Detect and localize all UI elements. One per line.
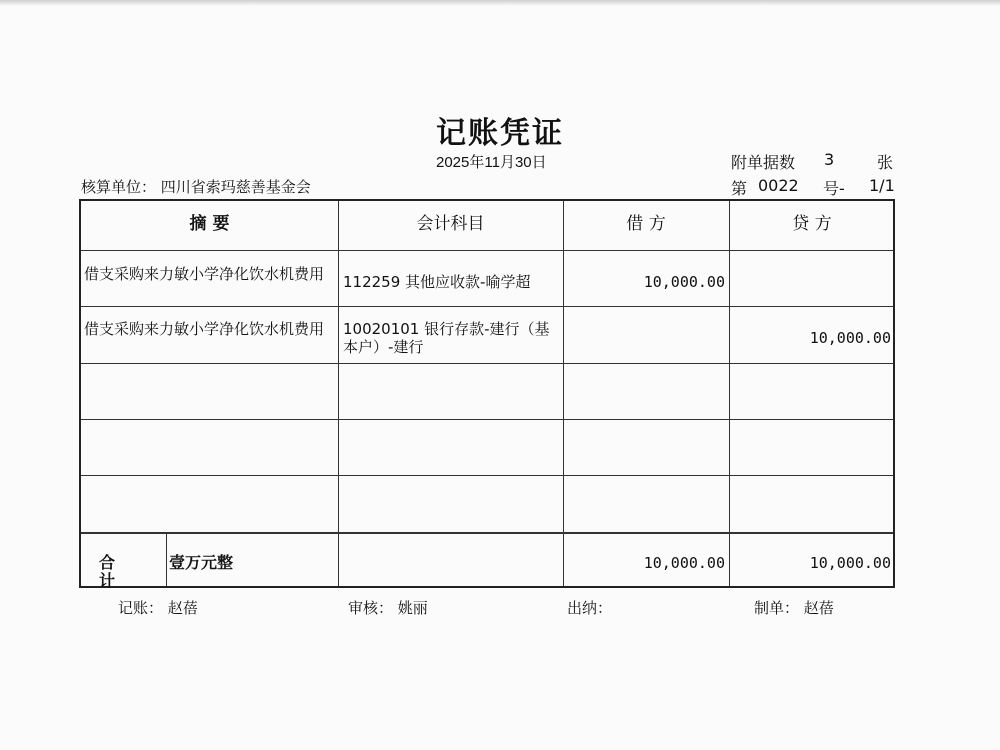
header-account: 会计科目 bbox=[416, 214, 485, 234]
row-account: 112259 其他应收款-喻学超 bbox=[343, 273, 531, 291]
header-credit: 贷 方 bbox=[792, 214, 832, 234]
preparer: 制单： 赵蓓 bbox=[754, 599, 834, 617]
header-debit: 借 方 bbox=[626, 214, 666, 234]
row-divider bbox=[81, 363, 893, 364]
row-account: 10020101 银行存款-建行（基本户）-建行 bbox=[343, 320, 550, 356]
row-summary: 借支采购来力敏小学净化饮水机费用 bbox=[84, 320, 325, 338]
row-divider bbox=[81, 475, 893, 476]
attachment-number: 3 bbox=[824, 150, 835, 169]
row-summary: 借支采购来力敏小学净化饮水机费用 bbox=[84, 265, 325, 283]
scan-edge bbox=[0, 0, 1000, 6]
total-debit: 10,000.00 bbox=[643, 554, 725, 572]
row-divider bbox=[81, 306, 893, 307]
bookkeeper: 记账： 赵蓓 bbox=[118, 599, 198, 617]
header-summary: 摘 要 bbox=[189, 214, 230, 234]
row-credit: 10,000.00 bbox=[809, 329, 891, 347]
column-divider bbox=[563, 201, 564, 586]
voucher-number-value: 0022 bbox=[758, 176, 799, 195]
total-label: 合 计 bbox=[99, 553, 130, 590]
attachment-count bbox=[731, 150, 894, 173]
row-debit: 10,000.00 bbox=[643, 273, 725, 291]
row-divider bbox=[81, 532, 893, 534]
column-divider bbox=[338, 201, 339, 586]
cashier: 出纳： bbox=[567, 599, 613, 617]
voucher-date: 2025年11月30日 bbox=[436, 154, 547, 171]
voucher-page: 1/1 bbox=[869, 176, 895, 195]
voucher-table bbox=[79, 199, 895, 588]
accounting-unit: 核算单位： 四川省索玛慈善基金会 bbox=[81, 178, 311, 196]
voucher-title: 记账凭证 bbox=[436, 116, 564, 151]
voucher-prefix: 第 bbox=[731, 179, 748, 198]
attachment-label: 附单据数 bbox=[731, 153, 796, 172]
voucher-suffix: 号- bbox=[823, 179, 845, 198]
reviewer: 审核： 姚丽 bbox=[348, 599, 428, 617]
row-divider bbox=[81, 250, 893, 251]
column-divider bbox=[729, 201, 730, 586]
row-divider bbox=[81, 419, 893, 420]
attachment-unit: 张 bbox=[877, 153, 894, 172]
total-amount-in-words: 壹万元整 bbox=[169, 553, 234, 572]
total-credit: 10,000.00 bbox=[809, 554, 891, 572]
